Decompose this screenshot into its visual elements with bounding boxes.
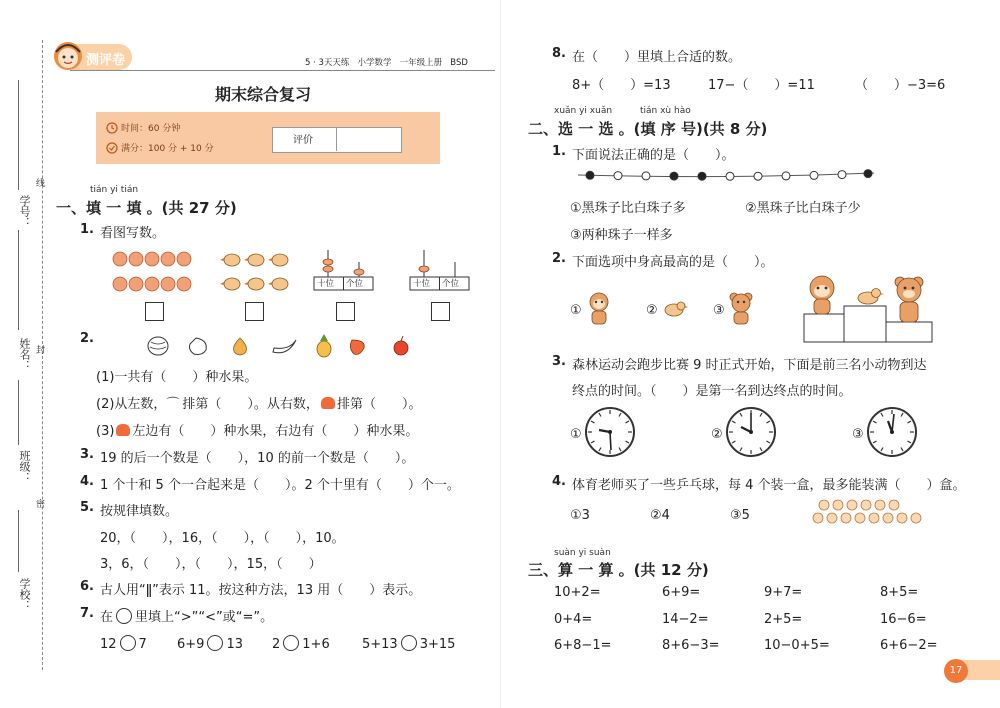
s2-q3-num: 3.	[552, 354, 566, 369]
calc-1-3: 16−6=	[880, 612, 927, 627]
pear-icon	[234, 338, 247, 355]
student-id-line	[18, 80, 19, 190]
calc-0-0: 10+2=	[554, 585, 601, 600]
eval-label: 评价	[293, 135, 313, 146]
q1-num: 1.	[80, 222, 94, 237]
s2-q2-o2: ②	[646, 303, 658, 318]
q7-text: 在 里填上“>”“<”或“=”。	[100, 610, 274, 625]
s2-q3-o3: ③	[852, 427, 864, 442]
header-series: 5 · 3天天练 小学数学 一年级上册 BSD	[305, 58, 468, 68]
q7-num: 7.	[80, 606, 94, 621]
page-title: 期末综合复习	[215, 85, 312, 104]
q8-item-2: 17−（ ）=11	[708, 78, 815, 93]
q3-text: 19 的后一个数是（ ），10 的前一个数是（ ）。	[100, 451, 415, 466]
clock-2	[725, 406, 777, 458]
watermelon-icon	[148, 337, 168, 355]
podium-scene	[800, 272, 940, 344]
eval-divider	[336, 127, 337, 151]
q2-line1: (1)一共有（ ）种水果。	[96, 370, 258, 385]
cut-mark-seal: 封	[36, 346, 46, 356]
q5-num: 5.	[80, 500, 94, 515]
banana-icon	[273, 340, 296, 353]
s2-q4-num: 4.	[552, 474, 566, 489]
s2-q2-o1: ①	[570, 303, 582, 318]
q7-item-3: 2 1+6	[272, 637, 330, 652]
eval-box	[272, 127, 402, 153]
strawberry-inline-icon-2	[116, 424, 130, 436]
circle-symbol-icon	[116, 608, 132, 624]
s2-q4-opt1: ①3	[570, 508, 590, 523]
badge-label: 测评卷	[86, 53, 126, 68]
q8-item-1: 8+（ ）=13	[572, 78, 671, 93]
cut-mark-line: 线	[36, 179, 46, 189]
q7-item-2: 6+9 13	[177, 637, 243, 652]
s1-pinyin: tián yi tián	[90, 185, 139, 195]
peach-icon	[190, 338, 207, 355]
s2-q1-num: 1.	[552, 144, 566, 159]
q6-text: 古人用“ǁ”表示 11。按这种方法，13 用（ ）表示。	[100, 583, 422, 598]
answer-box-1[interactable]	[145, 302, 164, 321]
class-label: 班级：	[18, 450, 31, 483]
s2-q1-opt2: ②黑珠子比白珠子少	[745, 201, 861, 216]
abacus1-tens: 十位	[317, 279, 335, 289]
s2-q2-text: 下面选项中身高最高的是（ ）。	[572, 255, 774, 270]
strawberry-inline-icon	[321, 397, 335, 409]
q4-num: 4.	[80, 474, 94, 489]
s2-q3-line2: 终点的时间。（ ）是第一名到达终点的时间。	[572, 384, 852, 399]
podium-monkey-icon	[810, 276, 834, 314]
s2-title: 二、选 一 选 。(填 序 号)(共 8 分)	[528, 120, 768, 138]
answer-box-4[interactable]	[431, 302, 450, 321]
school-label: 学校：	[18, 578, 31, 611]
clock-icon	[106, 122, 118, 134]
podium-bird-icon	[858, 289, 884, 305]
s2-pinyin-a: xuǎn yi xuǎn	[554, 106, 613, 116]
s2-q4-text: 体育老师买了一些乒乓球，每 4 个装一盒，最多能装满（ ）盒。	[572, 478, 966, 493]
birds-icon	[220, 248, 292, 298]
s2-q2-num: 2.	[552, 251, 566, 266]
page-gutter	[500, 0, 501, 708]
s3-pinyin: suàn yi suàn	[554, 548, 611, 558]
calc-2-0: 6+8−1=	[554, 638, 612, 653]
q7-item-1: 12 7	[100, 637, 147, 652]
clock-1	[584, 406, 636, 458]
calc-1-0: 0+4=	[554, 612, 593, 627]
s2-pinyin-b: tián xù hào	[640, 106, 691, 116]
full-score: 满分：100 分 + 10 分	[121, 144, 214, 154]
student-id-label: 学号：	[18, 195, 31, 228]
q5-line2: 3，6，（ ），（ ），15，（ ）	[100, 557, 322, 572]
compare-circle-2[interactable]	[207, 635, 223, 651]
q2-line3: (3) 左边有（ ）种水果，右边有（ ）种水果。	[96, 424, 419, 439]
abacus2-tens: 十位	[413, 279, 431, 289]
s2-q3-o1: ①	[570, 427, 582, 442]
s2-q1-opt3: ③两种珠子一样多	[570, 228, 673, 243]
calc-0-2: 9+7=	[764, 585, 803, 600]
compare-circle-4[interactable]	[401, 635, 417, 651]
peaches-icon	[112, 248, 194, 298]
badge-face-icon	[52, 38, 86, 72]
q8-text: 在（ ）里填上合适的数。	[572, 50, 742, 65]
q8-num: 8.	[552, 46, 566, 61]
apple-icon	[394, 336, 408, 355]
bear-icon	[727, 292, 757, 326]
q5-text: 按规律填数。	[100, 504, 179, 519]
calc-2-2: 10−0+5=	[764, 638, 830, 653]
abacus2-ones: 个位	[442, 279, 460, 289]
podium-bear-icon	[895, 277, 923, 322]
clock-3	[866, 406, 918, 458]
q1-text: 看图写数。	[100, 226, 166, 241]
calc-2-3: 6+6−2=	[880, 638, 938, 653]
q7-item-4: 5+13 3+15	[362, 637, 456, 652]
s2-q4-opt2: ②4	[650, 508, 670, 523]
calc-1-1: 14−2=	[662, 612, 709, 627]
s1-title: 一、填 一 填 。(共 27 分)	[56, 199, 237, 217]
banana-inline-icon: ⌒	[166, 397, 180, 412]
school-line	[18, 510, 19, 572]
answer-box-2[interactable]	[245, 302, 264, 321]
calc-1-2: 2+5=	[764, 612, 803, 627]
calc-0-3: 8+5=	[880, 585, 919, 600]
name-line	[18, 230, 19, 330]
monkey-icon	[585, 292, 615, 326]
s2-q4-opt3: ③5	[730, 508, 750, 523]
q8-item-3: （ ）−3=6	[855, 78, 946, 93]
beads-string	[578, 168, 878, 182]
strawberry-icon	[350, 340, 364, 354]
ping-pong-balls	[812, 498, 932, 528]
answer-box-3[interactable]	[336, 302, 355, 321]
cut-mark-secret: 密	[36, 500, 46, 510]
s2-q2-o3: ③	[713, 303, 725, 318]
compare-circle-1[interactable]	[120, 635, 136, 651]
page-number: 17	[944, 659, 968, 683]
fruit-row	[148, 334, 418, 358]
s2-q1-opt1: ①黑珠子比白珠子多	[570, 201, 686, 216]
bird-icon	[660, 298, 688, 320]
calc-0-1: 6+9=	[662, 585, 701, 600]
time-limit: 时间：60 分钟	[121, 124, 181, 134]
compare-circle-3[interactable]	[283, 635, 299, 651]
class-line	[18, 380, 19, 445]
name-label: 姓名：	[18, 338, 31, 371]
q2-line2: (2)从左数，⌒ 排第（ ）。从右数， 排第（ ）。	[96, 393, 421, 412]
s3-title: 三、算 一 算 。(共 12 分)	[528, 561, 709, 579]
s2-q3-line1: 森林运动会跑步比赛 9 时正式开始，下面是前三名小动物到达	[572, 358, 927, 373]
q6-num: 6.	[80, 579, 94, 594]
abacus1-ones: 个位	[346, 279, 364, 289]
header-rule	[70, 70, 495, 71]
q5-line1: 20，（ ），16，（ ），（ ），10。	[100, 531, 345, 546]
s2-q1-text: 下面说法正确的是（ ）。	[572, 148, 735, 163]
q4-text: 1 个十和 5 个一合起来是（ ）。2 个十里有（ ）个一。	[100, 478, 460, 493]
s2-q3-o2: ②	[711, 427, 723, 442]
check-icon	[106, 142, 118, 154]
q2-num: 2.	[80, 331, 94, 346]
pineapple-icon	[317, 334, 331, 357]
calc-2-1: 8+6−3=	[662, 638, 720, 653]
q3-num: 3.	[80, 447, 94, 462]
